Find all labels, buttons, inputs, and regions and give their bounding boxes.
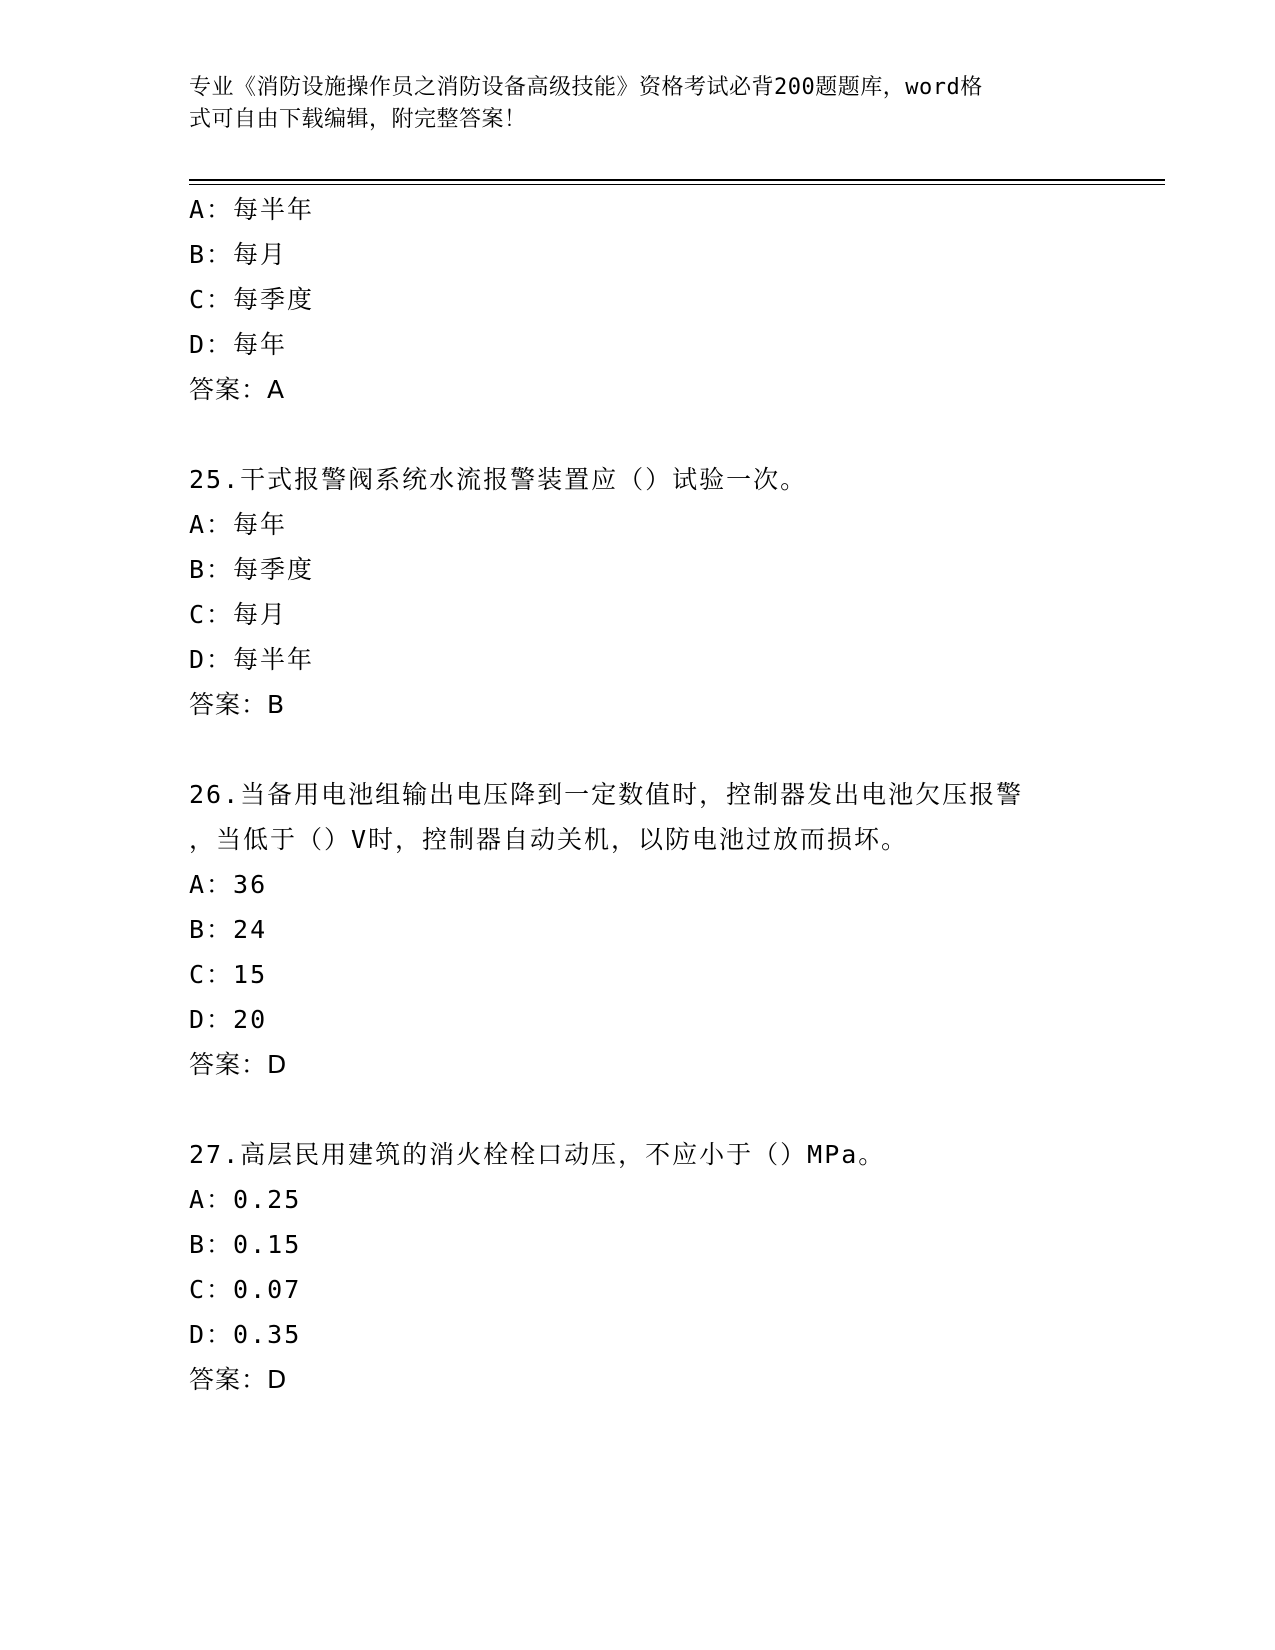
option-b: B：每月 [189,240,288,269]
document-header [189,72,1069,136]
question-stem: 27.高层民用建筑的消火栓栓口动压，不应小于（）MPa。 [189,1140,886,1169]
option-a: A：每年 [189,510,288,539]
header-line-2: 式可自由下载编辑，附完整答案！ [189,107,527,132]
option-c: C：每季度 [189,285,315,314]
question-stem: 25.干式报警阀系统水流报警装置应（）试验一次。 [189,465,808,494]
option-c: C：每月 [189,600,288,629]
option-d: D：每年 [189,330,288,359]
option-d: D：0.35 [189,1320,302,1349]
option-b: B：每季度 [189,555,315,584]
answer: 答案：A [189,375,286,404]
answer: 答案：D [189,1365,288,1394]
option-a: A：0.25 [189,1185,302,1214]
question-stem-continued: ，当低于（）V时，控制器自动关机，以防电池过放而损坏。 [189,825,909,854]
option-a: A：每半年 [189,195,315,224]
option-d: D：20 [189,1005,268,1034]
option-a: A：36 [189,870,268,899]
header-rule-thick [189,179,1165,181]
header-rule-thin [189,184,1165,185]
option-c: C：0.07 [189,1275,302,1304]
option-b: B：0.15 [189,1230,302,1259]
option-c: C：15 [189,960,268,989]
answer: 答案：B [189,690,286,719]
header-line-1: 专业《消防设施操作员之消防设备高级技能》资格考试必背200题题库，word格 [189,75,983,100]
question-stem: 26.当备用电池组输出电压降到一定数值时，控制器发出电池欠压报警 [189,780,1024,809]
answer: 答案：D [189,1050,288,1079]
option-b: B：24 [189,915,268,944]
option-d: D：每半年 [189,645,315,674]
